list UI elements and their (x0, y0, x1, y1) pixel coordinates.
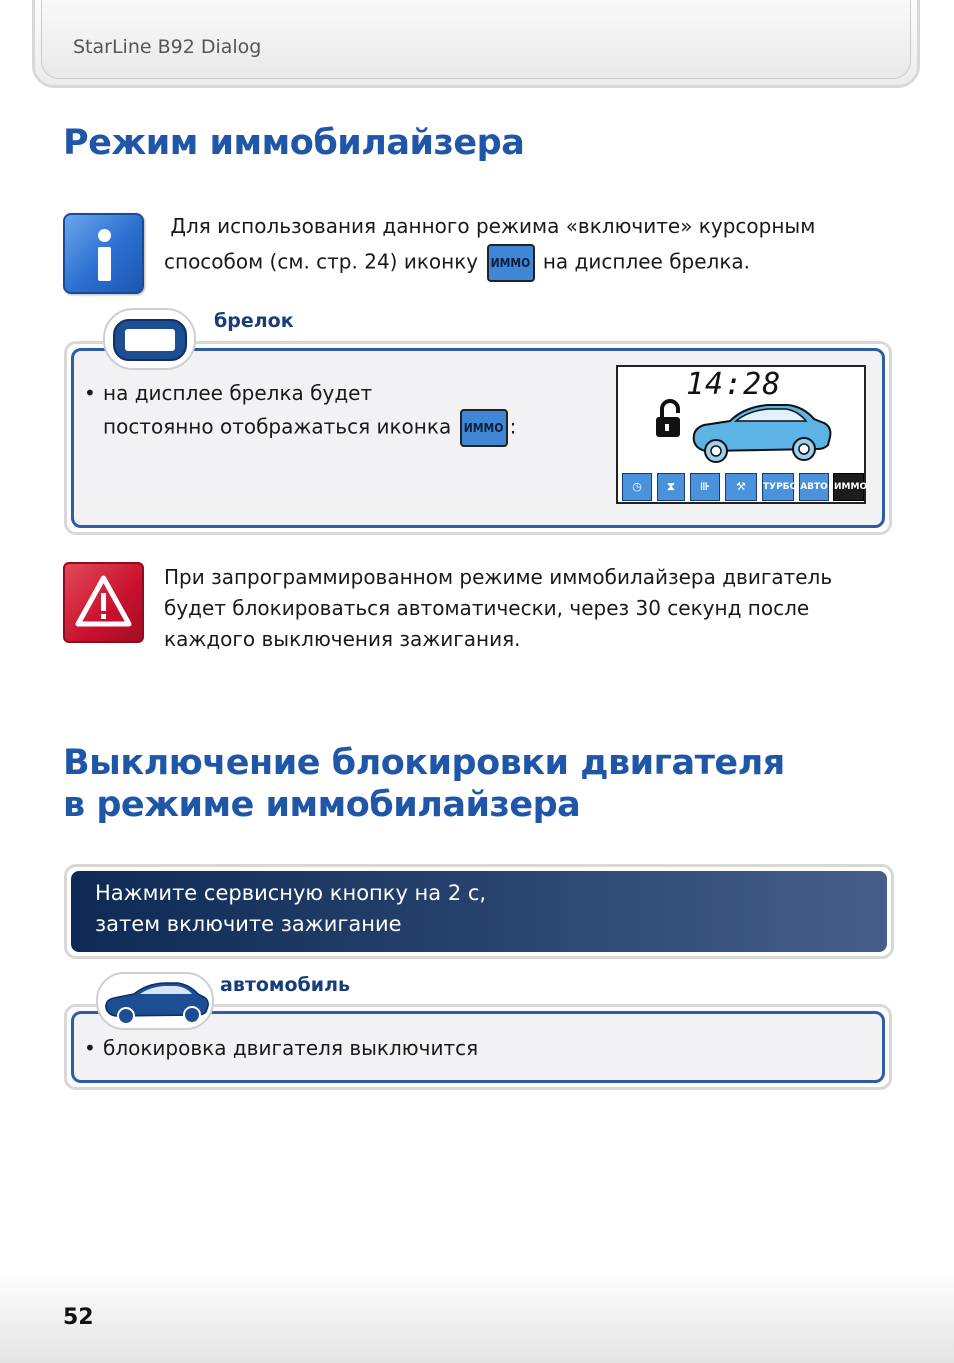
sensor-icon: ⊪ (690, 473, 720, 501)
warning-paragraph (164, 562, 832, 655)
page-header (32, 0, 920, 88)
immo-icon: ИММО (833, 473, 864, 501)
keyfob-line-2-end: : (509, 414, 517, 439)
instruction-line-1: Нажмите сервисную кнопку на 2 с, (95, 881, 487, 905)
bullet: • (84, 381, 96, 405)
car-badge (96, 972, 214, 1030)
lcd-status-icons (622, 473, 868, 501)
warning-line-3: каждого выключения зажигания. (164, 627, 521, 651)
keyfob-line-2 (103, 409, 516, 447)
document-title: StarLine B92 Dialog (73, 36, 262, 58)
car-icon (694, 405, 831, 462)
section-heading-line-1: Выключение блокировки двигателя (63, 743, 785, 783)
wrench-icon: ⚒ (725, 473, 757, 501)
warning-line-2: будет блокироваться автоматически, через 30 секунд после (164, 596, 810, 620)
keyfob-line-2-start: постоянно отображаться иконка (103, 414, 452, 439)
info-paragraph (164, 211, 815, 282)
section-heading-line-2: в режиме иммобилайзера (63, 785, 581, 825)
info-icon (63, 213, 144, 294)
section-heading-disable-lock (63, 742, 785, 826)
instruction-panel (64, 864, 894, 959)
page-number: 52 (63, 1305, 94, 1330)
immo-icon: ИММО (460, 409, 508, 447)
section-heading-immobilizer: Режим иммобилайзера (63, 123, 525, 163)
instruction-text (95, 878, 486, 940)
warning-line-1: При запрограммированном режиме иммобилайзера двигатель (164, 565, 833, 589)
hourglass-icon: ⧗ (657, 473, 685, 501)
info-line-1: Для использования данного режима «включите» курсорным (164, 214, 816, 238)
page-footer (0, 1270, 954, 1363)
keyfob-label: брелок (214, 310, 294, 332)
lcd-time: 14:28 (686, 367, 782, 402)
unlock-icon (656, 401, 680, 437)
info-line-2-end: на дисплее брелка. (542, 249, 751, 274)
instruction-line-2: затем включите зажигание (95, 912, 402, 936)
car-bullet-text: блокировка двигателя выключится (103, 1036, 479, 1060)
turbo-icon: ТУРБО (762, 473, 794, 501)
keyfob-icon (113, 319, 187, 361)
keyfob-lcd-display (616, 365, 866, 504)
warning-icon (63, 562, 144, 643)
car-icon (98, 974, 212, 1028)
car-label: автомобиль (220, 974, 351, 996)
lcd-car-image (618, 367, 868, 471)
keyfob-line-1: на дисплее брелка будет (103, 381, 373, 405)
keyfob-bullet-text (103, 378, 516, 447)
bullet: • (84, 1036, 96, 1060)
clock-icon: ◷ (622, 473, 652, 501)
immo-icon: ИММО (487, 244, 535, 282)
instruction-panel-inner (71, 871, 887, 952)
auto-icon: АВТО (799, 473, 829, 501)
info-line-2 (164, 244, 815, 282)
keyfob-badge (103, 308, 196, 370)
info-line-2-start: способом (см. стр. 24) иконку (164, 249, 479, 274)
